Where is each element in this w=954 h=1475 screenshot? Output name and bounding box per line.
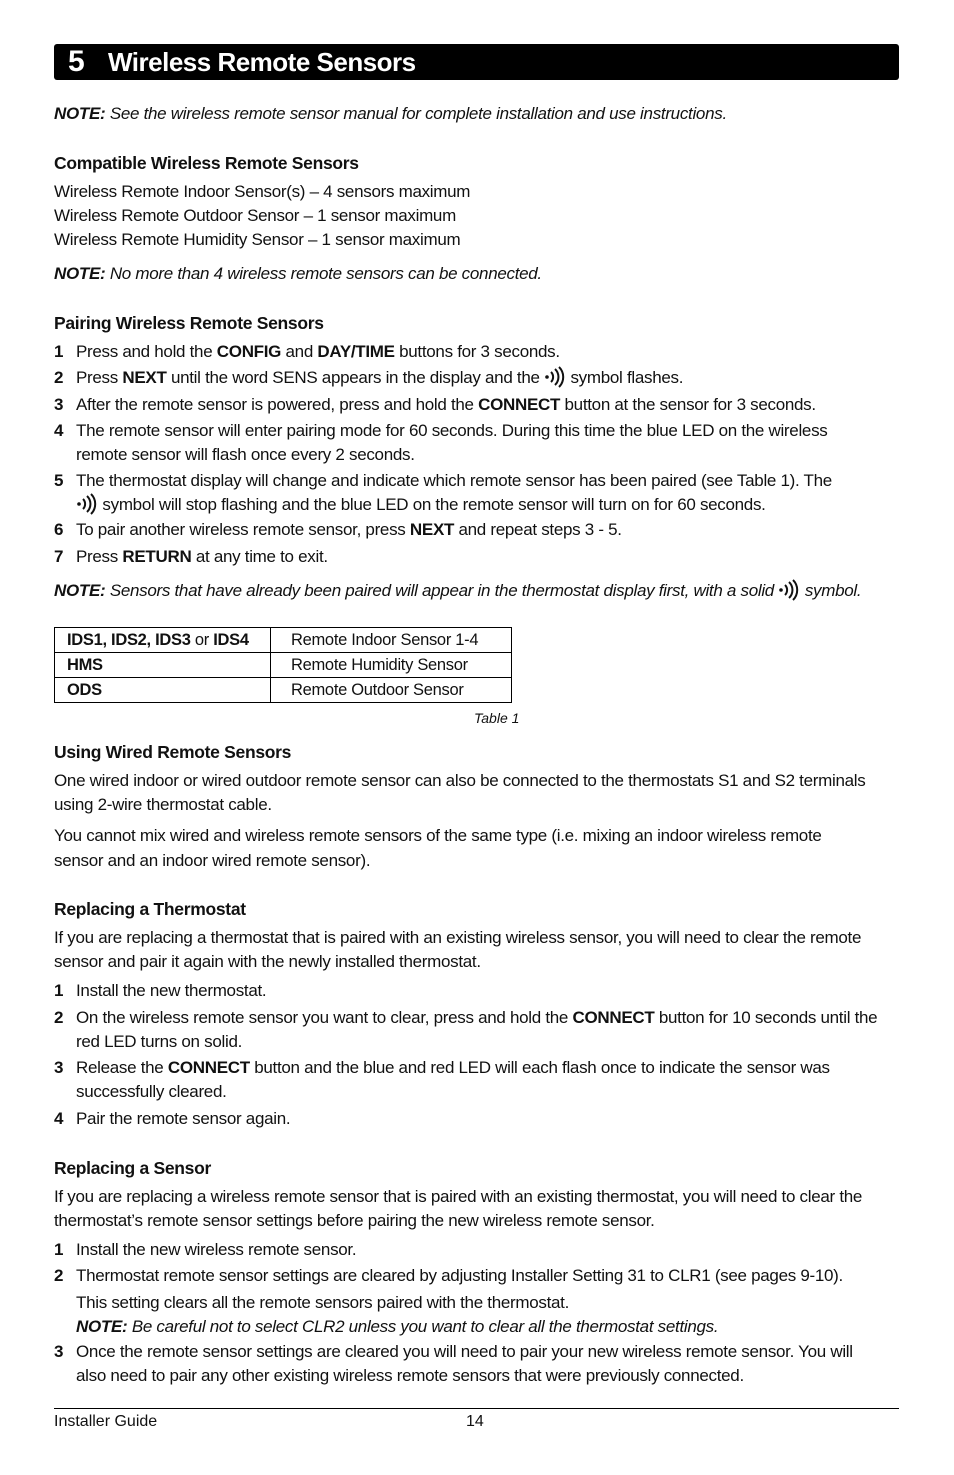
wireless-signal-icon [76, 493, 98, 515]
compatible-line: Wireless Remote Indoor Sensor(s) – 4 sensors maximum [54, 182, 471, 201]
sensor-codes-table [54, 627, 512, 703]
compatible-line: Wireless Remote Outdoor Sensor – 1 sensor maximum [54, 206, 456, 225]
table-cell-desc: Remote Humidity Sensor [271, 653, 512, 678]
sensor-paragraph-line: thermostat’s remote sensor settings before pairing the new wireless remote sensor. [54, 1211, 655, 1230]
wired-paragraph-line: One wired indoor or wired outdoor remote sensor can also be connected to the thermostats S1 and S2 terminals [54, 771, 866, 790]
wireless-signal-icon [778, 579, 800, 601]
note-paired-sensors: NOTE: Sensors that have already been paired will appear in the thermostat display first, with a solid symbol. [54, 581, 862, 600]
wired-paragraph-line: sensor and an indoor wired remote sensor). [54, 851, 371, 870]
wired-paragraph-line: You cannot mix wired and wireless remote sensors of the same type (i.e. mixing an indoor wireless remote [54, 826, 822, 845]
heading-pairing: Pairing Wireless Remote Sensors [54, 313, 324, 333]
heading-compatible: Compatible Wireless Remote Sensors [54, 153, 359, 173]
table-cell-code: ODS [55, 678, 271, 703]
section-number: 5 [68, 45, 85, 78]
table-row [55, 628, 512, 653]
table-caption: Table 1 [474, 710, 520, 726]
table-row [55, 678, 512, 703]
wired-paragraph-line: using 2-wire thermostat cable. [54, 795, 272, 814]
heading-wired: Using Wired Remote Sensors [54, 742, 292, 762]
table-cell-desc: Remote Indoor Sensor 1-4 [271, 628, 512, 653]
page: 5 Wireless Remote Sensors NOTE: See the wireless remote sensor manual for complete installation and use instructions. Compatible Wireless Remote Sensors Wireless Remote Indoor Sensor(s) – 4 sensors maximum Wireless Remote Outdoor Sensor – 1 sensor maximum Wireless Remote Humidity Sensor – 1 sensor maximum NOTE: No more than 4 wireless remote sensors can be connected. Pairing Wireless Remote Sensors 1 Press and hold the CONFIG and DAY/TIME buttons for 3 seconds. 2 Press NEXT until the word SENS appears in the display and the symbol flashes. 3 After the remote sensor is powered, press and hold the CONNECT button at the sensor for 3 seconds. 4 The remote sensor will enter pairing mode for 60 seconds. During this time the blue LED on the wireless remote sensor will flash once every 2 seconds. 5 The thermostat display will change and indicate which remote sensor has been paired (see Table 1). The symbol will stop flashing and the blue LED on the remote sensor will turn on for 60 seconds. 6 To pair another wireless remote sensor, press NEXT and repeat steps 3 - 5. 7 Press RETURN at any time to exit. NOTE: Sensors that have already been paired will appear in the thermostat display first, with a solid symbol. IDS1, IDS2, IDS3 or IDS4 Remote Indoor Sensor 1-4 HMS Remote Humidity Sensor ODS Remote Outdoor Sensor Table 1 Using Wired Remote Sensors One wired indoor or wired outdoor remote sensor can also be connected to the thermostats S1 and S2 terminals using 2-wire thermostat cable. You cannot mix wired and wireless remote sensors of the same type (i.e. mixing an indoor wireless remote sensor and an indoor wired remote sensor). Replacing a Thermostat If you are replacing a thermostat that is paired with an existing wireless sensor, you will need to clear the remote sensor and pair it again with the newly installed thermostat. 1 Install the new thermostat. 2 On the wireless remote sensor you want to clear, press and hold the CONNECT button for 10 seconds until the red LED turns on solid. 3 Release the CONNECT button and the blue and red LED will each flash once to indicate the sensor was successfully cleared. 4 Pair the remote sensor again. Replacing a Sensor If you are replacing a wireless remote sensor that is paired with an existing thermostat, you will need to clear the thermostat’s remote sensor settings before pairing the new wireless remote sensor. 1 Install the new wireless remote sensor. 2 Thermostat remote sensor settings are cleared by adjusting Installer Setting 31 to CLR1 (see pages 9-10). This setting clears all the remote sensors paired with the thermostat. NOTE: Be careful not to select CLR2 unless you want to clear all the thermostat settings. 3 Once the remote sensor settings are cleared you will need to pair your new wireless remote sensor. You will also need to pair any other existing wireless remote sensors that were previously connected. Installer Guide 14 [0, 0, 954, 1475]
footer-divider [54, 1408, 899, 1409]
footer-guide-title: Installer Guide [54, 1413, 158, 1430]
sensor-paragraph-line: If you are replacing a wireless remote sensor that is paired with an existing thermostat, you will need to clear the [54, 1187, 863, 1206]
note-manual: NOTE: See the wireless remote sensor manual for complete installation and use instructions. [54, 104, 727, 123]
table-row [55, 653, 512, 678]
table-cell-code: IDS1, IDS2, IDS3 or IDS4 [55, 628, 271, 653]
footer-page-number: 14 [466, 1413, 484, 1430]
table-cell-code: HMS [55, 653, 271, 678]
compatible-line: Wireless Remote Humidity Sensor – 1 sensor maximum [54, 230, 461, 249]
table-cell-desc: Remote Outdoor Sensor [271, 678, 512, 703]
thermostat-paragraph-line: If you are replacing a thermostat that is paired with an existing wireless sensor, you will need to clear the remote [54, 928, 862, 947]
heading-replacing-sensor: Replacing a Sensor [54, 1158, 212, 1178]
section-banner [54, 44, 899, 80]
wireless-signal-icon [544, 366, 566, 388]
section-title: Wireless Remote Sensors [108, 46, 416, 77]
heading-replacing-thermostat: Replacing a Thermostat [54, 899, 246, 919]
note-max-sensors: NOTE: No more than 4 wireless remote sensors can be connected. [54, 264, 542, 283]
thermostat-paragraph-line: sensor and pair it again with the newly installed thermostat. [54, 952, 481, 971]
